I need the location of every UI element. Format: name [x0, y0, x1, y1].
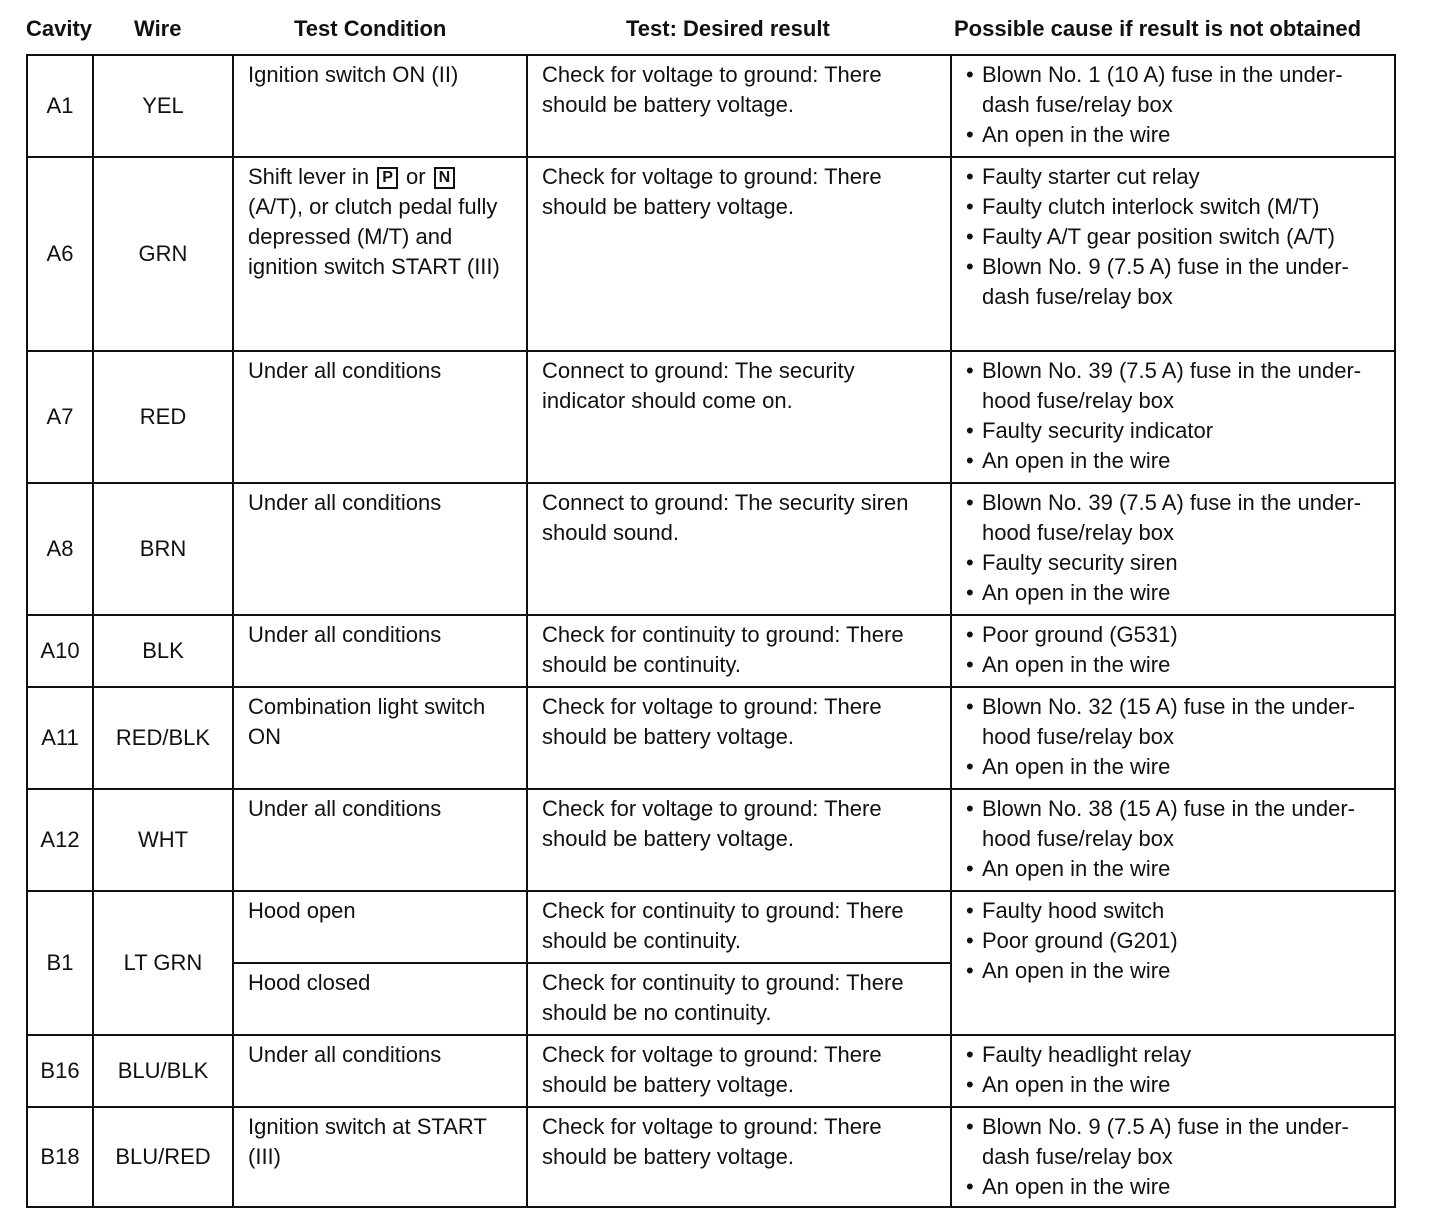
- result-cell: Check for continuity to ground: There should be no continuity.: [527, 963, 951, 1035]
- cause-cell: [951, 157, 1395, 351]
- wire-cell: RED/BLK: [93, 687, 233, 789]
- table-row: [27, 687, 1395, 789]
- cause-item: • Blown No. 39 (7.5 A) fuse in the under-hood fuse/relay box: [966, 356, 1380, 416]
- cause-item: • Poor ground (G201): [966, 926, 1380, 956]
- table-row: [27, 1107, 1395, 1207]
- condition-cell: Under all conditions: [233, 483, 527, 615]
- condition-cell: Under all conditions: [233, 351, 527, 483]
- cause-item: • An open in the wire: [966, 752, 1380, 782]
- cause-cell: [951, 891, 1395, 1035]
- cause-item: • Poor ground (G531): [966, 620, 1380, 650]
- cavity-cell: A10: [27, 615, 93, 687]
- cavity-cell: A1: [27, 55, 93, 157]
- wire-cell: YEL: [93, 55, 233, 157]
- cause-cell: [951, 1107, 1395, 1207]
- wire-cell: BRN: [93, 483, 233, 615]
- shift-position-p-box: P: [377, 167, 398, 189]
- cause-item: • An open in the wire: [966, 1172, 1380, 1202]
- cause-item: • An open in the wire: [966, 1070, 1380, 1100]
- cavity-cell: A8: [27, 483, 93, 615]
- result-cell: Check for continuity to ground: There should be continuity.: [527, 615, 951, 687]
- table-header: [26, 12, 1396, 48]
- cause-item: • Faulty starter cut relay: [966, 162, 1380, 192]
- cause-item: • Faulty security siren: [966, 548, 1380, 578]
- condition-cell: [233, 157, 527, 351]
- cause-item: • Faulty clutch interlock switch (M/T): [966, 192, 1380, 222]
- condition-text: or: [405, 164, 426, 189]
- cause-cell: [951, 483, 1395, 615]
- cause-item: • An open in the wire: [966, 120, 1380, 150]
- test-table: [26, 54, 1396, 1208]
- condition-cell: Ignition switch at START (III): [233, 1107, 527, 1207]
- wire-cell: BLU/BLK: [93, 1035, 233, 1107]
- result-cell: Check for voltage to ground: There should be battery voltage.: [527, 1107, 951, 1207]
- cause-item: • Blown No. 32 (15 A) fuse in the under-hood fuse/relay box: [966, 692, 1380, 752]
- cause-item: • Faulty headlight relay: [966, 1040, 1380, 1070]
- cavity-cell: B16: [27, 1035, 93, 1107]
- result-cell: Check for continuity to ground: There should be continuity.: [527, 891, 951, 963]
- wire-cell: LT GRN: [93, 891, 233, 1035]
- table-row: [27, 55, 1395, 157]
- cause-cell: [951, 351, 1395, 483]
- condition-cell: Under all conditions: [233, 1035, 527, 1107]
- shift-position-n-box: N: [434, 167, 456, 189]
- cavity-cell: B1: [27, 891, 93, 1035]
- cause-item: • An open in the wire: [966, 446, 1380, 476]
- cause-item: • Blown No. 38 (15 A) fuse in the under-hood fuse/relay box: [966, 794, 1380, 854]
- condition-cell: Hood open: [233, 891, 527, 963]
- cause-item: • An open in the wire: [966, 578, 1380, 608]
- table-row: [27, 1035, 1395, 1107]
- cavity-cell: A12: [27, 789, 93, 891]
- header-possible-cause: Possible cause if result is not obtained: [954, 16, 1362, 41]
- wire-cell: RED: [93, 351, 233, 483]
- table-row: [27, 483, 1395, 615]
- cause-item: • Blown No. 1 (10 A) fuse in the under-dash fuse/relay box: [966, 60, 1380, 120]
- table-row: [27, 615, 1395, 687]
- cause-item: • Blown No. 39 (7.5 A) fuse in the under-hood fuse/relay box: [966, 488, 1380, 548]
- cause-item: • Blown No. 9 (7.5 A) fuse in the under-dash fuse/relay box: [966, 1112, 1380, 1172]
- condition-cell: Under all conditions: [233, 789, 527, 891]
- condition-cell: Hood closed: [233, 963, 527, 1035]
- cavity-cell: A6: [27, 157, 93, 351]
- table-row: [27, 891, 1395, 963]
- wire-cell: WHT: [93, 789, 233, 891]
- cause-cell: [951, 687, 1395, 789]
- result-cell: Check for voltage to ground: There should be battery voltage.: [527, 687, 951, 789]
- result-cell: Check for voltage to ground: There should be battery voltage.: [527, 55, 951, 157]
- result-cell: Connect to ground: The security siren should sound.: [527, 483, 951, 615]
- cause-item: • An open in the wire: [966, 650, 1380, 680]
- condition-text: (A/T), or clutch pedal fully depressed (M/T) and ignition switch START (III): [248, 194, 500, 279]
- condition-cell: Ignition switch ON (II): [233, 55, 527, 157]
- cavity-cell: A7: [27, 351, 93, 483]
- header-desired-result: Test: Desired result: [626, 16, 830, 41]
- result-cell: Check for voltage to ground: There should be battery voltage.: [527, 789, 951, 891]
- result-cell: Check for voltage to ground: There should be battery voltage.: [527, 1035, 951, 1107]
- cause-cell: [951, 789, 1395, 891]
- cause-cell: [951, 1035, 1395, 1107]
- table-row: [27, 351, 1395, 483]
- wire-cell: GRN: [93, 157, 233, 351]
- cause-item: • Faulty A/T gear position switch (A/T): [966, 222, 1380, 252]
- cause-item: • An open in the wire: [966, 854, 1380, 884]
- cause-item: • An open in the wire: [966, 956, 1380, 986]
- wire-cell: BLK: [93, 615, 233, 687]
- cavity-cell: B18: [27, 1107, 93, 1207]
- cause-item: • Faulty security indicator: [966, 416, 1380, 446]
- condition-text: Shift lever in: [248, 164, 370, 189]
- cause-item: • Faulty hood switch: [966, 896, 1380, 926]
- header-wire: Wire: [134, 16, 182, 41]
- condition-cell: Combination light switch ON: [233, 687, 527, 789]
- condition-cell: Under all conditions: [233, 615, 527, 687]
- table-row: [27, 789, 1395, 891]
- cavity-cell: A11: [27, 687, 93, 789]
- header-cavity: Cavity: [26, 16, 93, 41]
- wire-cell: BLU/RED: [93, 1107, 233, 1207]
- table-row: [27, 157, 1395, 351]
- cause-cell: [951, 55, 1395, 157]
- result-cell: Check for voltage to ground: There should be battery voltage.: [527, 157, 951, 351]
- header-test-condition: Test Condition: [294, 16, 447, 41]
- result-cell: Connect to ground: The security indicator should come on.: [527, 351, 951, 483]
- cause-item: • Blown No. 9 (7.5 A) fuse in the under-dash fuse/relay box: [966, 252, 1380, 312]
- cause-cell: [951, 615, 1395, 687]
